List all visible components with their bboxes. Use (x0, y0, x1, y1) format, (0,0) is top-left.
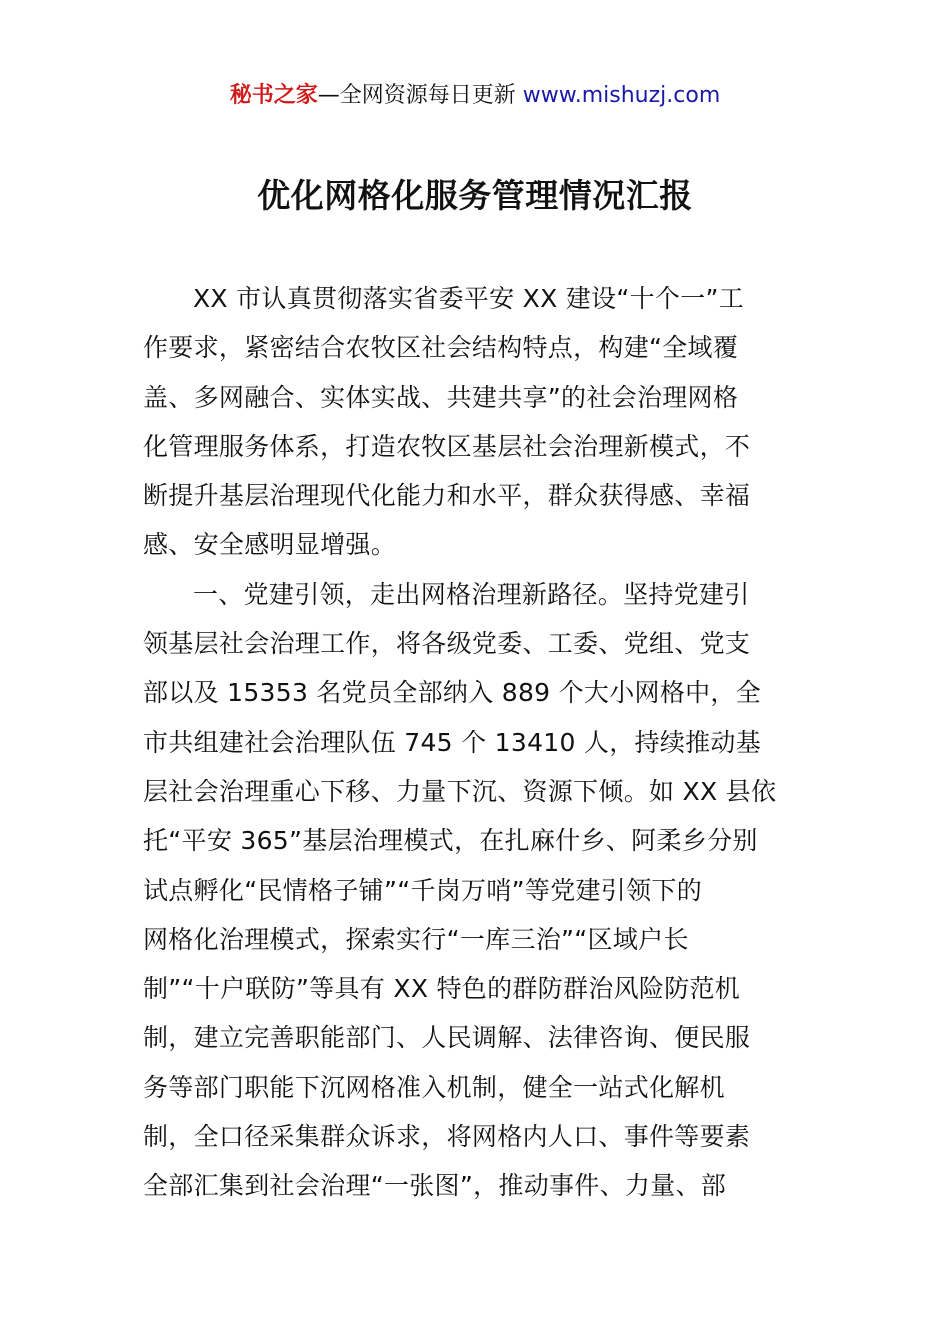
paragraph-line: 市共组建社会治理队伍 745 个 13410 人，持续推动基 (143, 727, 762, 757)
paragraph-line: 断提升基层治理现代化能力和水平，群众获得感、幸福 (143, 481, 751, 511)
paragraph-section-1 (143, 570, 807, 1211)
paragraph-line: 网格化治理模式，探索实行“一库三治”“区域户长 (143, 924, 689, 954)
paragraph-intro (143, 274, 807, 570)
paragraph-line: 部以及 15353 名党员全部纳入 889 个大小网格中，全 (143, 678, 762, 708)
paragraph-line: 制”“十户联防”等具有 XX 特色的群防群治风险防范机 (143, 974, 741, 1004)
paragraph-line: 全部汇集到社会治理“一张图”，推动事件、力量、部 (143, 1171, 727, 1201)
paragraph-line: 制，全口径采集群众诉求，将网格内人口、事件等要素 (143, 1122, 751, 1152)
site-brand: 秘书之家 (229, 83, 318, 108)
paragraph-line: 感、安全感明显增强。 (143, 530, 397, 560)
site-tagline: —全网资源每日更新 (317, 83, 516, 108)
paragraph-line: 层社会治理重心下移、力量下沉、资源下倾。如 XX 县依 (143, 776, 777, 806)
site-url-link[interactable]: www.mishuzj.com (522, 83, 721, 108)
paragraph-line: 一、党建引领，走出网格治理新路径。坚持党建引 (193, 579, 750, 609)
site-header (0, 80, 950, 112)
paragraph-line: 化管理服务体系，打造农牧区基层社会治理新模式，不 (143, 431, 751, 461)
document-title: 优化网格化服务管理情况汇报 (257, 176, 693, 215)
paragraph-line: 作要求，紧密结合农牧区社会结构特点，构建“全域覆 (143, 333, 739, 363)
document-body (143, 274, 807, 1211)
paragraph-line: 托“平安 365”基层治理模式，在扎麻什乡、阿柔乡分别 (143, 826, 758, 856)
paragraph-line: 试点孵化“民情格子铺”“千岗万哨”等党建引领下的 (143, 875, 703, 905)
paragraph-line: 制，建立完善职能部门、人民调解、法律咨询、便民服 (143, 1023, 751, 1053)
paragraph-line: 盖、多网融合、实体实战、共建共享”的社会治理网格 (143, 382, 739, 412)
paragraph-line: 领基层社会治理工作，将各级党委、工委、党组、党支 (143, 629, 751, 659)
paragraph-line: XX 市认真贯彻落实省委平安 XX 建设“十个一”工 (193, 284, 745, 313)
paragraph-line: 务等部门职能下沉网格准入机制，健全一站式化解机 (143, 1072, 725, 1102)
